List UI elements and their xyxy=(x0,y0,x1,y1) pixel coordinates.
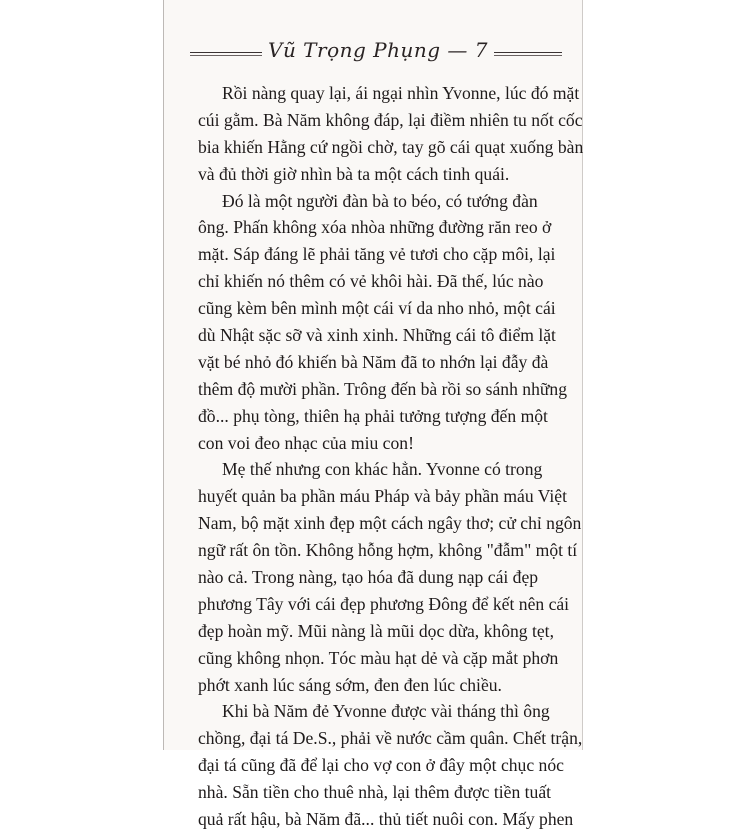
running-head-text: Vũ Trọng Phụng — 7 xyxy=(262,38,494,62)
body-text xyxy=(198,80,584,833)
text-line: phương Tây với cái đẹp phương Đông để kết nên cái xyxy=(198,593,570,614)
text-line: vặt bé nhỏ đó khiến bà Năm đã to nhớn lại đẫy đà xyxy=(198,351,549,372)
text-line: nhà. Sẵn tiền cho thuê nhà, lại thêm được tiền tuất xyxy=(198,782,552,803)
text-line: chồng, đại tá De.S., phải về nước cầm quân. Chết trận, xyxy=(198,728,583,749)
text-line: con voi đeo nhạc của miu con! xyxy=(198,432,414,453)
running-head xyxy=(262,38,494,64)
text-line: Rồi nàng quay lại, ái ngại nhìn Yvonne, lúc đó mặt xyxy=(222,83,580,103)
text-line: Đó là một người đàn bà to béo, có tướng đàn xyxy=(222,190,538,211)
text-line: cúi gằm. Bà Năm không đáp, lại điềm nhiên tu nốt cốc xyxy=(198,109,583,130)
text-line: ông. Phấn không xóa nhòa những đường răn reo ở xyxy=(198,217,552,238)
text-line: ngữ rất ôn tồn. Không hỗng hợm, không "đẫm" một tí xyxy=(198,540,578,561)
text-line: đẹp hoàn mỹ. Mũi nàng là mũi dọc dừa, không tẹt, xyxy=(198,620,554,641)
text-line: cũng kèm bên mình một cái ví da nho nhỏ, một cái xyxy=(198,298,556,319)
text-line: bia khiến Hằng cứ ngồi chờ, tay gõ cái quạt xuống bàn xyxy=(198,136,584,157)
text-line: Mẹ thế nhưng con khác hẳn. Yvonne có trong xyxy=(222,459,543,480)
text-line: cũng không nhọn. Tóc màu hạt dẻ và cặp mắt phơn xyxy=(198,647,559,668)
text-line: dù Nhật sặc sỡ và xinh xinh. Những cái tô điểm lặt xyxy=(198,325,556,346)
text-line: Khi bà Năm đẻ Yvonne được vài tháng thì ông xyxy=(222,701,550,722)
text-line: phớt xanh lúc sáng sớm, đen đen lúc chiều. xyxy=(198,674,502,695)
text-line: và đủ thời giờ nhìn bà ta một cách tinh quái. xyxy=(198,163,510,184)
text-line: đồ... phụ tòng, thiên hạ phải tưởng tượng đến một xyxy=(198,405,548,426)
text-line: thêm độ mười phần. Trông đến bà rồi so sánh những xyxy=(198,378,567,399)
text-line: chỉ khiến nó thêm có vẻ khôi hài. Đã thế, lúc nào xyxy=(198,271,544,292)
text-line: đại tá cũng đã để lại cho vợ con ở đây một chục nóc xyxy=(198,755,564,776)
text-line: mặt. Sáp đáng lẽ phải tăng vẻ tươi cho cặp môi, lại xyxy=(198,244,556,265)
text-line: Nam, bộ mặt xinh đẹp một cách ngây thơ; cử chỉ ngôn xyxy=(198,513,582,534)
text-line: huyết quản ba phần máu Pháp và bảy phần máu Việt xyxy=(198,486,567,507)
book-page xyxy=(163,0,584,830)
text-line: nào cả. Trong nàng, tạo hóa đã dung nạp cái đẹp xyxy=(198,567,539,588)
text-line: quả rất hậu, bà Năm đã... thủ tiết nuôi con. Mấy phen xyxy=(198,809,574,830)
